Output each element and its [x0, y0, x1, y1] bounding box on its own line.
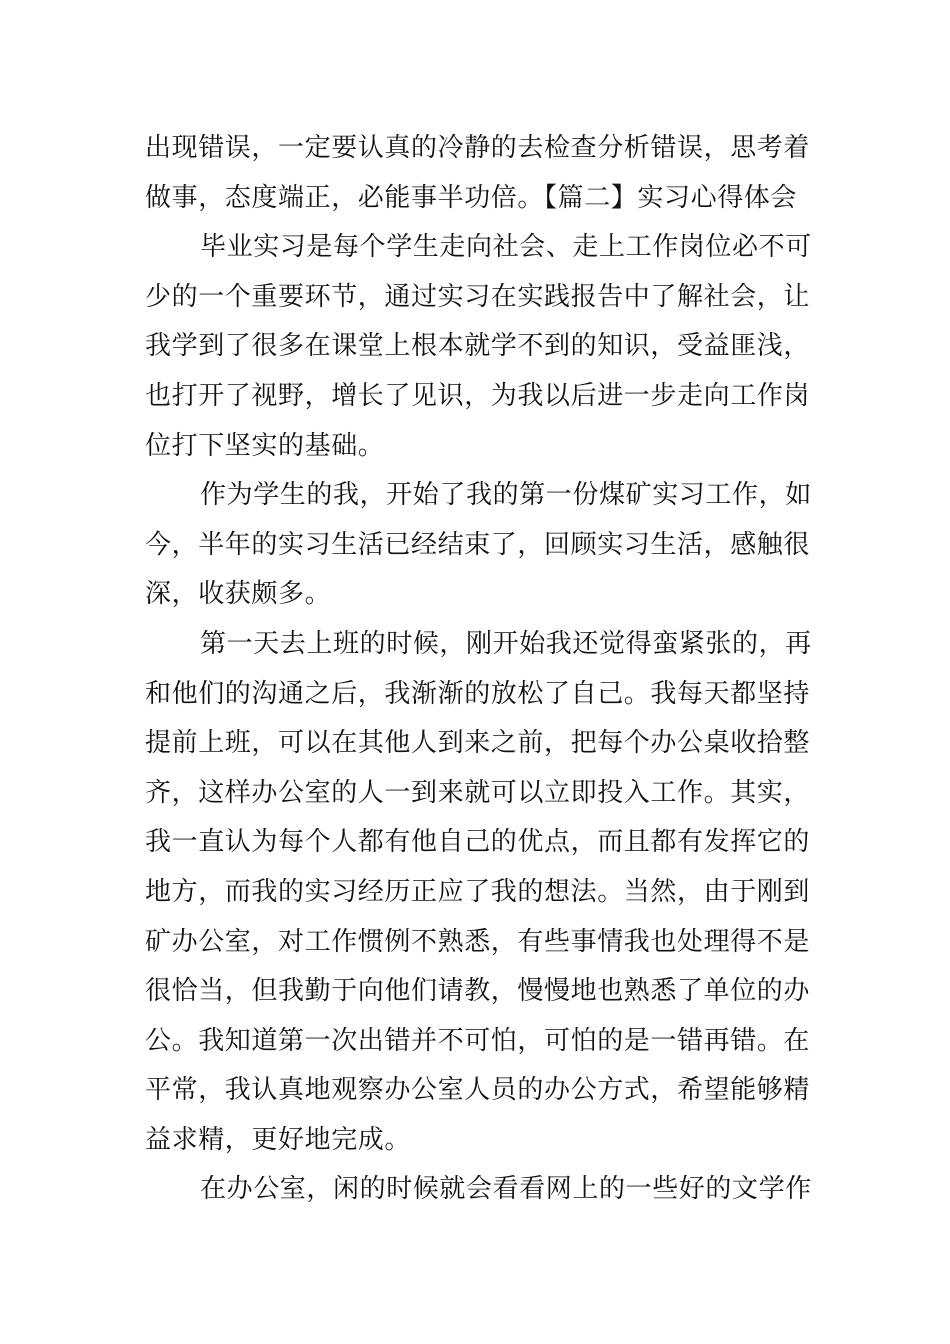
text-line: 也打开了视野，增长了见识，为我以后进一步走向工作岗 — [145, 380, 811, 411]
text-line: 齐，这样办公室的人一到来就可以立即投入工作。其实， — [145, 777, 811, 808]
text-line: 我学到了很多在课堂上根本就学不到的知识，受益匪浅， — [145, 331, 811, 362]
text-line: 出现错误，一定要认真的冷静的去检查分析错误，思考着 — [145, 133, 811, 163]
text-line: 我一直认为每个人都有他自己的优点，而且都有发挥它的 — [145, 827, 811, 858]
text-line: 少的一个重要环节，通过实习在实践报告中了解社会，让 — [145, 281, 811, 312]
text-line: 毕业实习是每个学生走向社会、走上工作岗位必不可 — [200, 232, 812, 263]
text-line: 益求精，更好地完成。 — [145, 1124, 412, 1155]
text-line: 在办公室，闲的时候就会看看网上的一些好的文学作 — [200, 1174, 812, 1205]
text-line: 地方，而我的实习经历正应了我的想法。当然，由于刚到 — [145, 876, 811, 907]
text-line: 矿办公室，对工作惯例不熟悉，有些事情我也处理得不是 — [145, 926, 811, 957]
text-line: 深，收获颇多。 — [145, 579, 332, 610]
text-line: 平常，我认真地观察办公室人员的办公方式，希望能够精 — [145, 1075, 811, 1106]
text-line: 做事，态度端正，必能事半功倍。【篇二】实习心得体会 — [145, 182, 798, 213]
text-line: 作为学生的我，开始了我的第一份煤矿实习工作，如 — [200, 480, 812, 511]
text-line: 提前上班，可以在其他人到来之前，把每个办公桌收拾整 — [145, 728, 811, 759]
text-line: 今，半年的实习生活已经结束了，回顾实习生活，感触很 — [145, 529, 811, 560]
text-line: 位打下坚实的基础。 — [145, 430, 385, 461]
text-line: 公。我知道第一次出错并不可怕，可怕的是一错再错。在 — [145, 1025, 811, 1056]
document-page — [145, 124, 810, 1215]
text-line: 和他们的沟通之后，我渐渐的放松了自己。我每天都坚持 — [145, 678, 811, 709]
text-line: 很恰当，但我勤于向他们请教，慢慢地也熟悉了单位的办 — [145, 976, 811, 1007]
text-line: 第一天去上班的时候，刚开始我还觉得蛮紧张的，再 — [200, 628, 812, 659]
